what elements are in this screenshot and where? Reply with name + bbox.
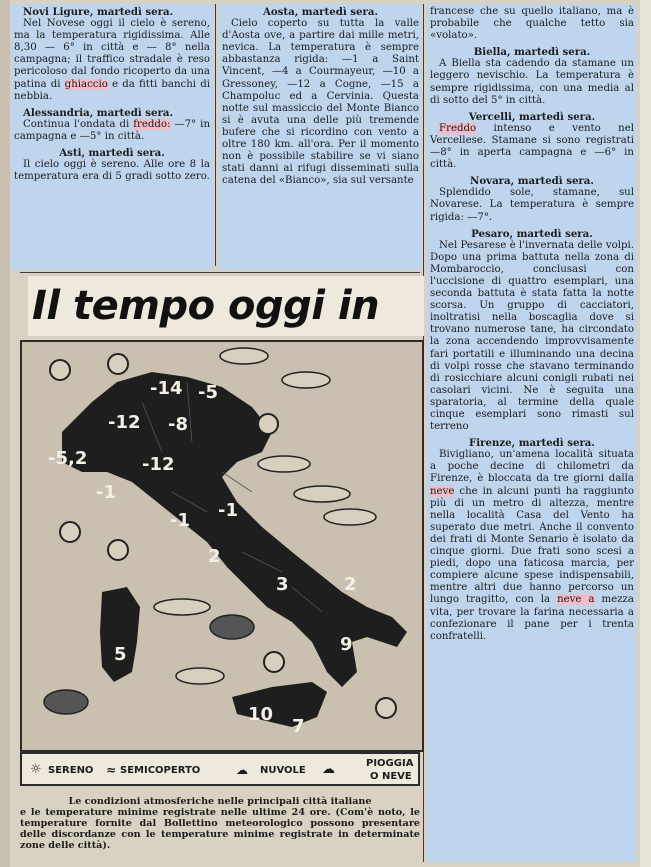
- cloud-icon: [154, 599, 210, 615]
- sardinia: [100, 587, 140, 682]
- rain-snow-icon: ☁: [322, 762, 335, 777]
- column-1: [14, 6, 210, 183]
- legend-pioggia: PIOGGIA: [366, 758, 414, 769]
- right-page-edge: [640, 0, 651, 867]
- sun-icon: [108, 354, 128, 374]
- article-firenze: Bivigliano, un'amena località situata a poche decine di chilometri da Firenze, è bloccata da tre giorni dalla neve che in alcuni punti ha raggiunto più di un metro di altezza, mentre nella località Casa del Vento ha superato due metri. Anche il convento dei frati di Monte Senario è isolato da cinque giorni. Due frati sono scesi a piedi, dopo una faticosa marcia, per compiere alcune spese indispensabili, mentre altri due hanno percorso un lungo tragitto, con la neve a mezza vita, per trovare la farina necessaria a confezionare il pane per i trenta confratelli.: [430, 449, 634, 642]
- left-page-edge: [0, 0, 10, 867]
- dateline-pesaro: Pesaro, martedì sera.: [471, 227, 593, 240]
- dateline-aosta: Aosta, martedì sera.: [262, 6, 379, 18]
- article-novi: Nel Novese oggi il cielo è sereno, ma la temperatura rigidissima. Alle 8,30 — 6° in città e — 8° nella campagna; il traffico stradale è reso pericoloso dal fondo ricoperto da una patina di ghiaccio e da fitti banchi di nebbia.: [14, 18, 210, 102]
- highlight-neve: neve a: [557, 594, 595, 606]
- temp-label: -12: [108, 412, 141, 433]
- headline-rule: [20, 272, 420, 273]
- cloud-icon: [220, 348, 268, 364]
- sun-icon: [376, 698, 396, 718]
- cloud-icon: ≈: [106, 763, 117, 777]
- weather-map: [20, 340, 424, 752]
- italy-map-graphic: [22, 342, 422, 750]
- sicily: [232, 682, 327, 727]
- sun-icon: [264, 652, 284, 672]
- article-aosta-continued: francese che su quello italiano, ma è probabile che qualche tetto sia «volato».: [430, 6, 634, 42]
- article-pesaro: Nel Pesarese è l'invernata delle volpi. Dopo una prima battuta nella zona di Mombaroccio, conclusasi con l'uccisione di quattro esemplari, una seconda battuta è stata fatta la notte scorsa. Un gruppo di cacciatori, inoltratisi nella boscaglia dove si trovano numerose tane, ha circondato la zona accendendo improvvisamente fari portatili e illuminando una decina di volpi rosse che stavano terminando di rosicchiare alcuni conigli rubati nei casolari vicini. Ne è seguita una sparatoria, al termine della quale cinque esemplari sono rimasti sul terreno: [430, 239, 634, 433]
- temp-label: -5,2: [48, 448, 88, 469]
- temp-label: 7: [292, 716, 305, 737]
- temp-label: 9: [340, 634, 353, 655]
- temp-label: 2: [208, 546, 221, 567]
- cloud-icon: [282, 372, 330, 388]
- column-rule: [215, 4, 216, 266]
- article-novara: Splendido sole, stamane, sul Novarese. La temperatura è sempre rigida: —7°.: [430, 187, 634, 223]
- temp-label: -1: [218, 500, 238, 521]
- highlight-neve: neve: [430, 485, 455, 497]
- map-caption: [20, 796, 420, 851]
- legend-o-neve: O NEVE: [370, 771, 412, 782]
- cloud-icon: [258, 456, 310, 472]
- highlight-freddo: Freddo: [439, 122, 477, 134]
- rain-snow-icon: [210, 615, 254, 639]
- cloud-icon: [324, 509, 376, 525]
- column-3: [430, 6, 634, 643]
- article-biella: A Biella sta cadendo da stamane un leggero nevischio. La temperatura è sempre rigidissima, con una media al di sotto del 5° in città.: [430, 58, 634, 106]
- highlight-ghiaccio: ghiaccio: [64, 78, 108, 90]
- temp-label: -1: [170, 510, 190, 531]
- temp-label: 10: [248, 704, 274, 725]
- sun-icon: [50, 360, 70, 380]
- sun-icon: [108, 540, 128, 560]
- dateline-alessandria: Alessandria, martedì sera.: [23, 106, 173, 119]
- temp-label: -5: [198, 382, 218, 403]
- article-asti: Il cielo oggi è sereno. Alle ore 8 la temperatura era di 5 gradi sotto zero.: [14, 159, 210, 183]
- sun-icon: ☼: [30, 762, 42, 777]
- temp-label: 3: [276, 574, 289, 595]
- temp-label: -8: [168, 414, 188, 435]
- legend-nuvole: NUVOLE: [260, 765, 306, 776]
- sun-icon: [60, 522, 80, 542]
- article-aosta: Cielo coperto su tutta la valle d'Aosta ove, a partire dai mille metri, nevica. La temperatura è sempre abbastanza rigida: —1 a Saint Vincent, —4 a Courmayeur, —10 a Gressoney, —12 a Cogne, —15 a Champoluc ed a Cervinia. Questa notte sul massiccio del Monte Bianco si è avuta una delle più tremende bufere che si ricordino con vento a oltre 180 km. all'ora. Per il momento non è possibile stabilire se vi siano stati danni ai rifugi disseminati sulla catena del «Bianco», sia sul versante: [222, 18, 419, 187]
- highlight-freddo: freddo:: [133, 118, 171, 130]
- dateline-novi: Novi Ligure, martedì sera.: [23, 6, 174, 18]
- temp-label: -12: [142, 454, 175, 475]
- dateline-novara: Novara, martedì sera.: [470, 175, 594, 188]
- dateline-asti: Asti, martedì sera.: [59, 147, 165, 160]
- caption-rest: e le temperature minime registrate nelle ultime 24 ore. (Com'è noto, le temperature fornite dal Bollettino meteorologico possono presentare delle discordanze con le temperature minime registrate in determinate zone delle città).: [20, 807, 420, 851]
- legend-semicoperto: SEMICOPERTO: [120, 765, 201, 776]
- rain-snow-icon: [44, 690, 88, 714]
- cloud-icon: [294, 486, 350, 502]
- legend-sereno: SERENO: [48, 765, 94, 776]
- dateline-biella: Biella, martedì sera.: [473, 46, 591, 59]
- dateline-vercelli: Vercelli, martedì sera.: [468, 110, 596, 123]
- article-alessandria: Continua l'ondata di freddo: —7° in campagna e —5° in città.: [14, 118, 211, 142]
- sun-icon: [258, 414, 278, 434]
- map-legend: [20, 752, 420, 786]
- article-vercelli: Freddo intenso e vento nel Vercellese. Stamane si sono registrati —8° in aperta campagna e —6° in città.: [430, 122, 634, 171]
- cloud-icon: ☁: [236, 763, 248, 777]
- temp-label: -14: [150, 378, 183, 399]
- temp-label: -1: [96, 482, 116, 503]
- weather-headline: Il tempo oggi in: [28, 276, 424, 336]
- caption-line1: Le condizioni atmosferiche nelle principali città italiane: [68, 796, 372, 807]
- dateline-firenze: Firenze, martedì sera.: [469, 437, 595, 450]
- temp-label: 2: [344, 574, 357, 595]
- temp-label: 5: [114, 644, 127, 665]
- cloud-icon: [176, 668, 224, 684]
- column-2: [222, 6, 419, 187]
